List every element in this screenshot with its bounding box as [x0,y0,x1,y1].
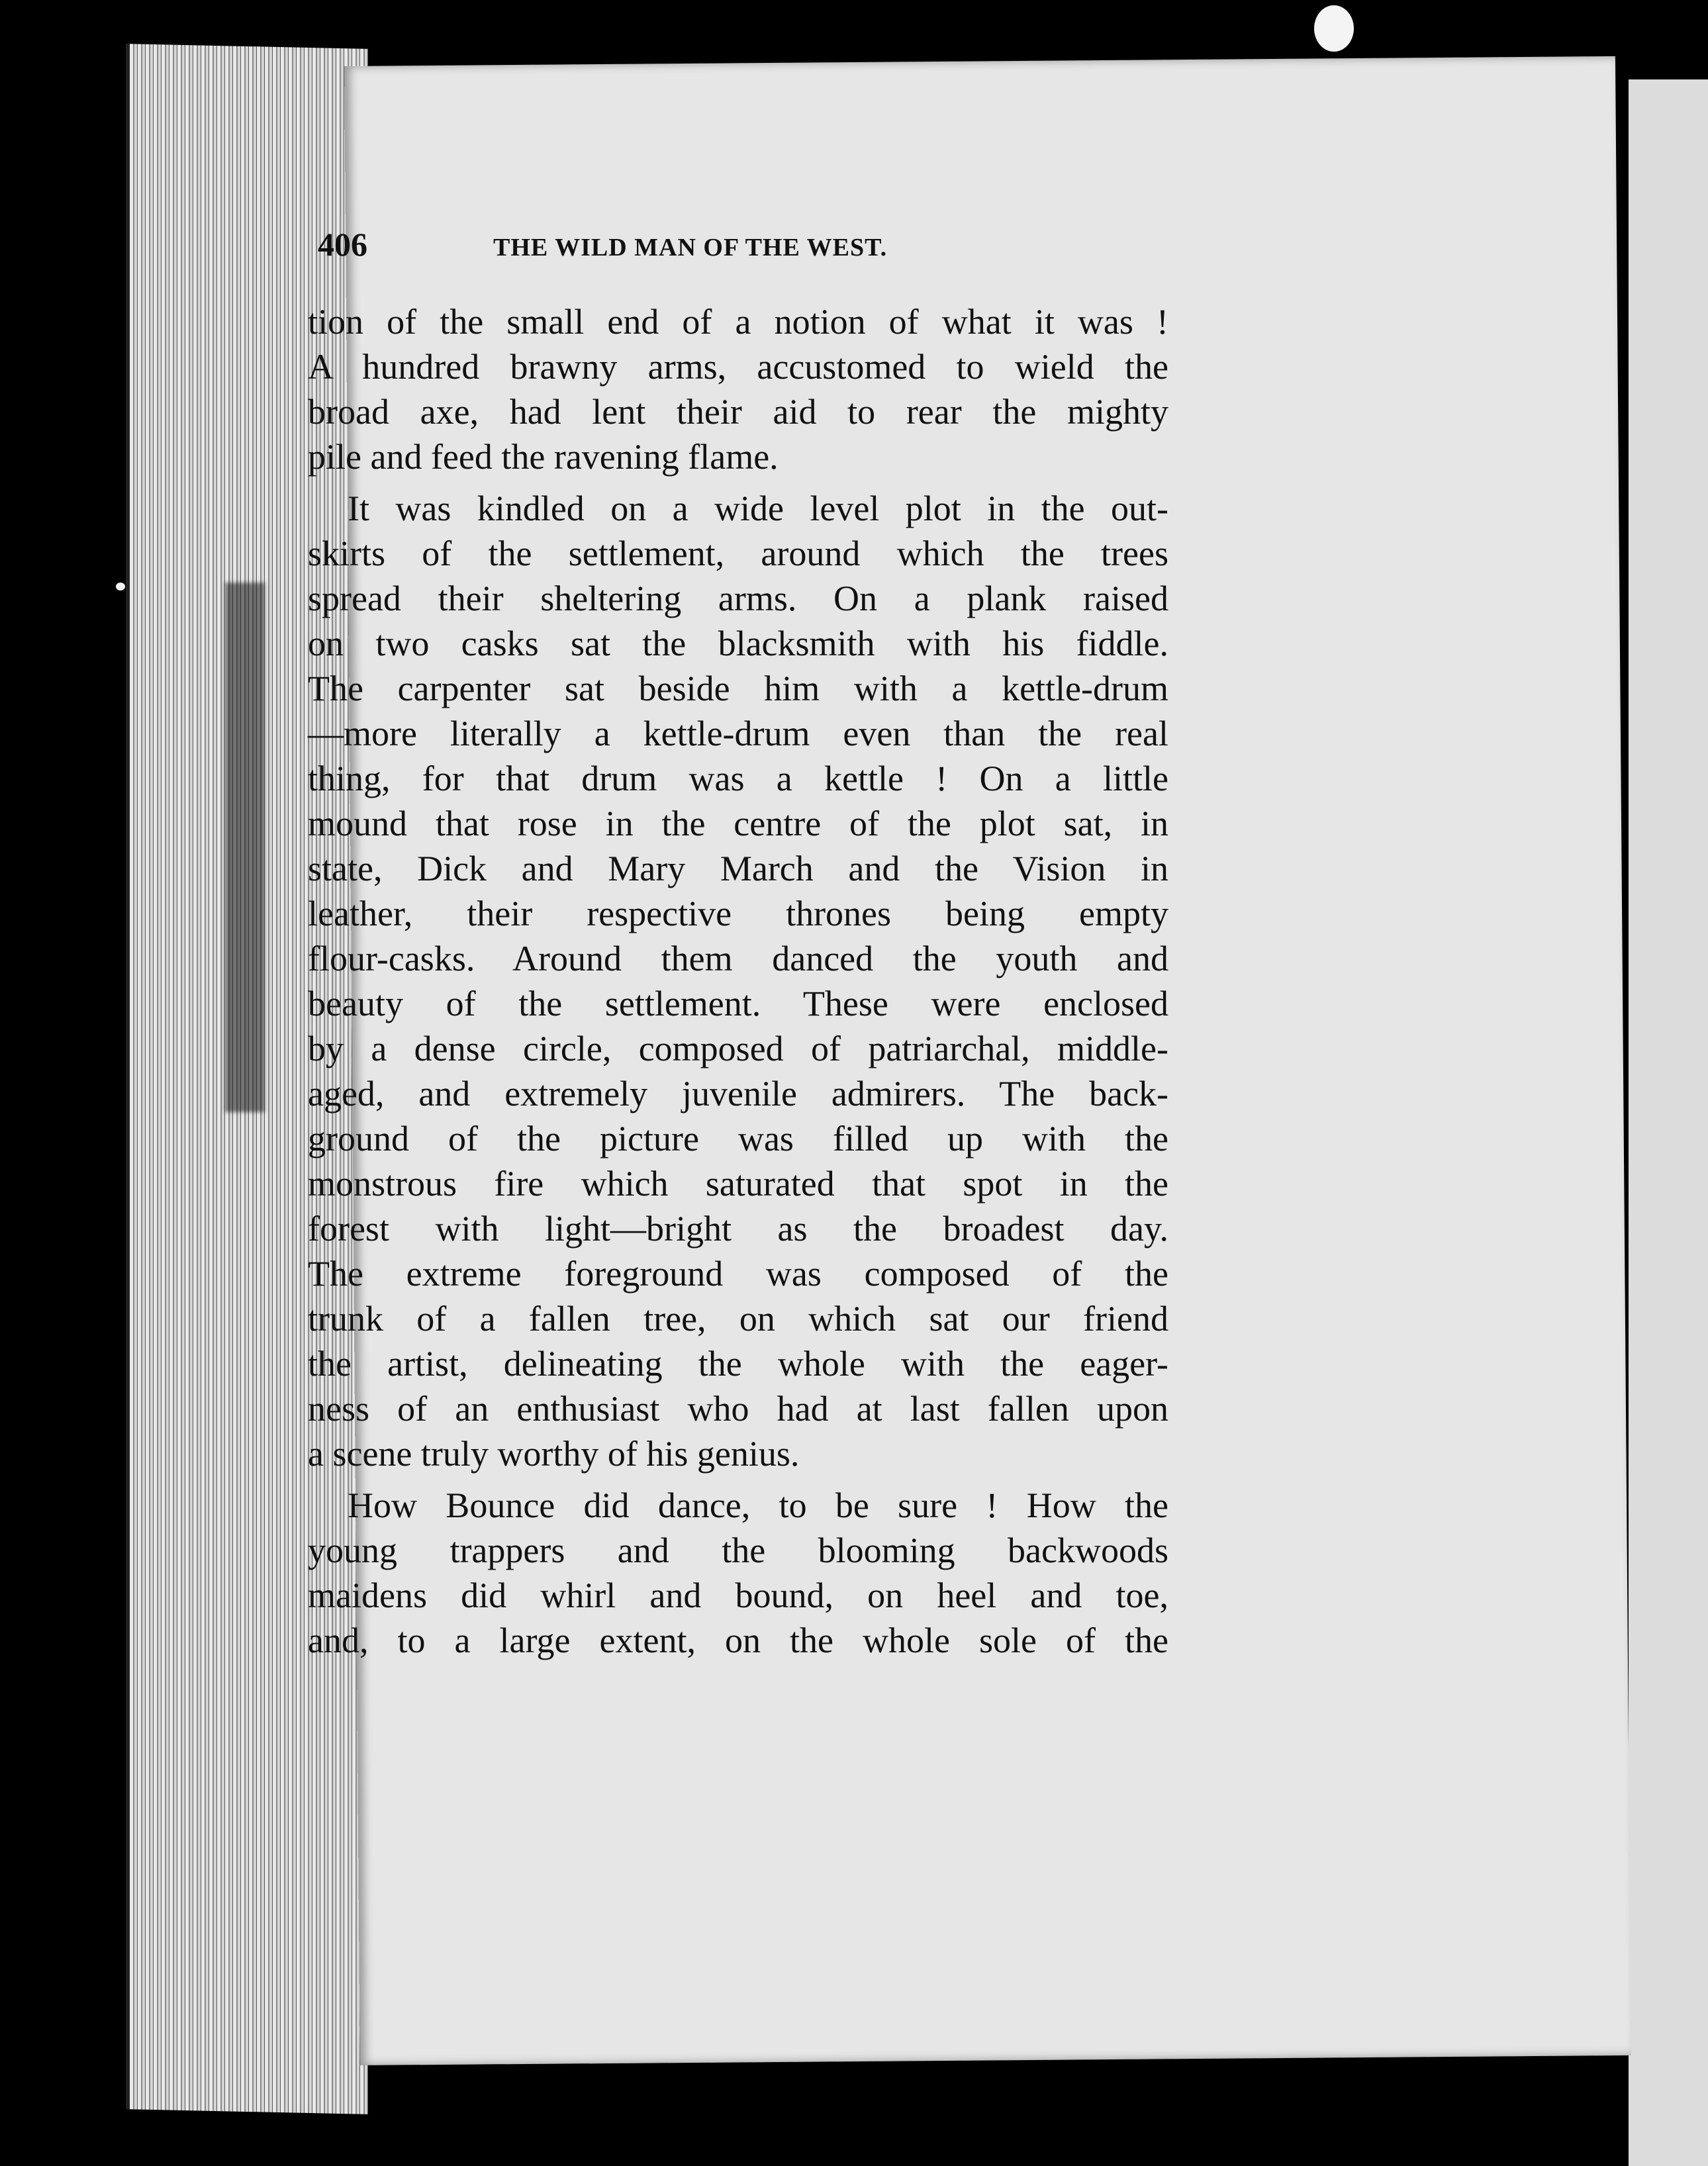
text-line: The extreme foreground was composed of the [308,1254,1168,1294]
paragraph [308,486,1168,1476]
text-line: aged, and extremely juvenile admirers. The back- [308,1074,1168,1113]
text-line: the artist, delineating the whole with the eager- [308,1344,1168,1384]
text-line: forest with light—bright as the broadest day. [308,1209,1168,1248]
text-line: by a dense circle, composed of patriarchal, middle- [308,1029,1168,1068]
library-stamp [225,583,265,1112]
text-line: mound that rose in the centre of the plot sat, in [308,804,1168,843]
text-line: flour-casks. Around them danced the youth and [308,939,1168,978]
text-line: thing, for that drum was a kettle ! On a little [308,759,1168,798]
dust-speck [116,583,125,590]
running-title: THE WILD MAN OF THE WEST. [493,234,888,261]
text-line: spread their sheltering arms. On a plank raised [308,579,1168,618]
text-line: The carpenter sat beside him with a kettle-drum [308,669,1168,708]
text-line: ground of the picture was filled up with the [308,1119,1168,1158]
text-line: ness of an enthusiast who had at last fallen upon [308,1389,1168,1429]
paragraph [308,299,1168,479]
text-line: skirts of the settlement, around which the trees [308,534,1168,573]
paragraph [308,1483,1168,1663]
text-line: beauty of the settlement. These were enclosed [308,984,1168,1023]
text-line: young trappers and the blooming backwoods [308,1530,1168,1570]
text-line: How Bounce did dance, to be sure ! How the [348,1485,1168,1525]
text-line: It was kindled on a wide level plot in the out- [348,489,1168,528]
facing-page-edge [1629,79,1708,2166]
text-line: trunk of a fallen tree, on which sat our friend [308,1299,1168,1339]
text-line: tion of the small end of a notion of what it was ! [308,302,1168,342]
text-line: leather, their respective thrones being empty [308,894,1168,933]
text-line: monstrous fire which saturated that spot in the [308,1164,1168,1203]
text-line: broad axe, had lent their aid to rear the mighty [308,392,1168,432]
dust-speck [1314,5,1354,52]
text-line: —more literally a kettle-drum even than the real [308,714,1168,753]
page-number: 406 [318,226,367,263]
text-line: on two casks sat the blacksmith with his fiddle. [308,624,1168,663]
running-head [318,225,1284,271]
body-text [308,299,1168,1663]
text-line: and, to a large extent, on the whole sole of the [308,1621,1168,1660]
text-line: pile and feed the ravening flame. [308,437,779,477]
text-line: A hundred brawny arms, accustomed to wield the [308,347,1168,387]
text-line: state, Dick and Mary March and the Vision in [308,849,1168,888]
text-line: a scene truly worthy of his genius. [308,1434,800,1474]
text-line: maidens did whirl and bound, on heel and toe, [308,1576,1168,1615]
